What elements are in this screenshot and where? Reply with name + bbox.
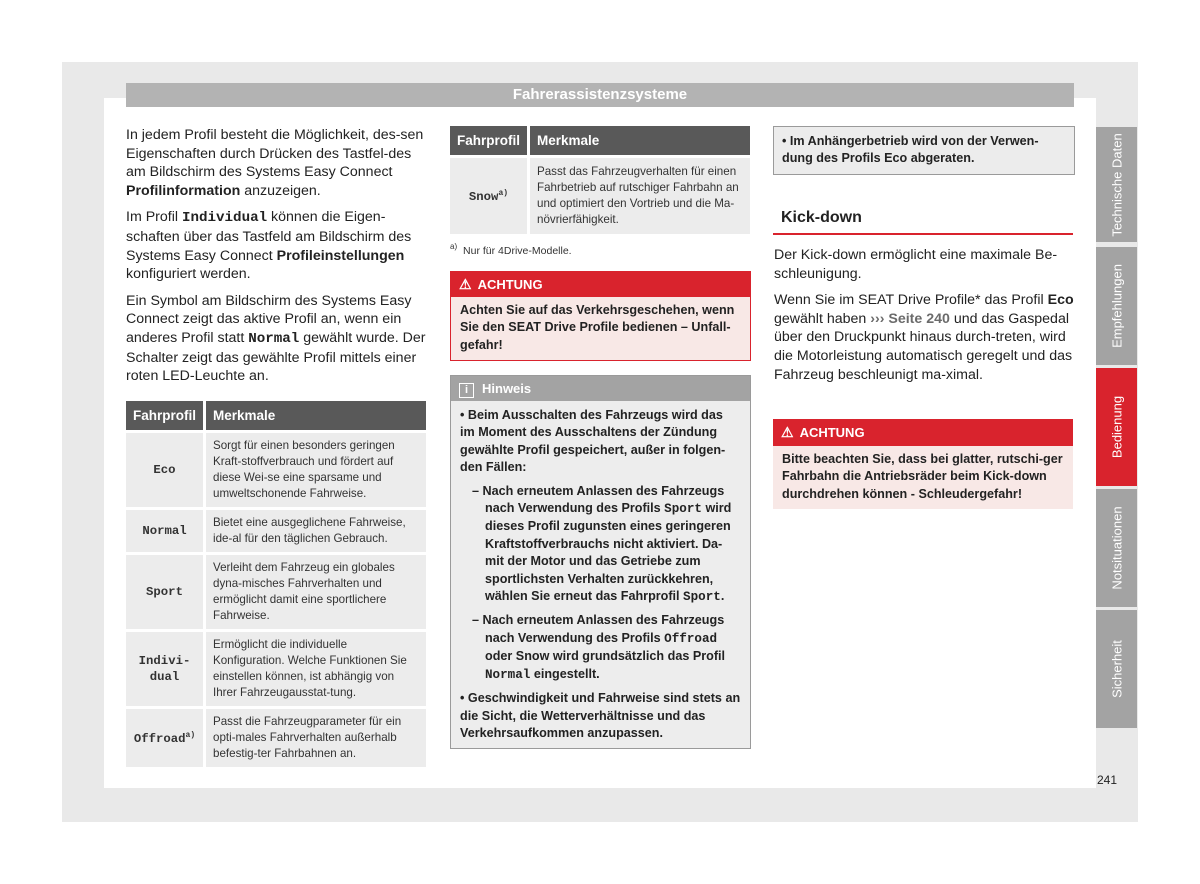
table-row	[126, 709, 426, 767]
warning-box	[773, 419, 1073, 509]
hint-title: Hinweis	[482, 381, 532, 396]
table-row	[126, 510, 426, 552]
profile-table-left	[126, 398, 426, 770]
warning-text: Bitte beachten Sie, dass bei glatter, rutschi-ger Fahrbahn die Antriebsräder beim Kick-down durchdrehen können - Schleudergefahr!	[782, 452, 1063, 501]
paragraph-kickdown: Der Kick-down ermöglicht eine maximale Be-schleunigung.	[774, 247, 1058, 282]
warning-text: Achten Sie auf das Verkehrsgeschehen, wenn Sie den SEAT Drive Profile bedienen – Unfall-gefahr!	[460, 303, 735, 352]
text: konfiguriert werden.	[126, 266, 251, 283]
tab-sicherheit[interactable]	[1096, 610, 1137, 728]
warning-header	[451, 272, 750, 297]
profile-name	[450, 158, 530, 234]
text: Wenn Sie im SEAT Drive Profile* das Profil	[774, 292, 1048, 309]
warning-header	[773, 419, 1073, 446]
tab-label: Bedienung	[1109, 395, 1124, 459]
tab-technische-daten[interactable]	[1096, 127, 1137, 242]
tab-label: Notsituationen	[1109, 506, 1124, 590]
tab-bedienung[interactable]	[1096, 368, 1137, 486]
text: Ein Symbol am Bildschirm des Systems Easy Connect zeigt das aktive Profil an, wenn ein anderes Profil statt	[126, 292, 412, 346]
profile-table-middle	[450, 123, 750, 237]
profile-desc: Ermöglicht die individuelle Konfiguration. Welche Funktionen Sie einstellen können, ist abhängig von Ihrer Fahrzeugausstat-tung.	[206, 632, 426, 706]
footnote-ref: a)	[185, 731, 196, 741]
table-row	[126, 632, 426, 706]
profile-settings-term: Profileinstellungen	[276, 247, 405, 264]
text: – Nach erneutem Anlassen des Fahrzeugs nach Verwendung des Profils	[472, 483, 725, 516]
text: können die Eigen-schaften über das Tastfeld am Bildschirm des Systems Easy Connect	[126, 209, 412, 264]
warning-triangle-icon: ⚠	[781, 424, 794, 440]
text: oder Snow wird grundsätzlich das Profil	[485, 649, 726, 664]
hint-bullet: • Beim Ausschalten des Fahrzeugs wird das im Moment des Ausschaltens der Zündung gewählte Profil gespeichert, außer in folgen-den Fällen:	[460, 408, 726, 475]
table-header-features: Merkmale	[530, 126, 750, 155]
profile-desc: Passt das Fahrzeugverhalten für einen Fahrbetrieb auf rutschiger Fahrbahn an und optimiert den Vortrieb und die Ma-növrierfähigkeit.	[530, 158, 750, 234]
profile-name	[126, 709, 206, 767]
table-header-profile: Fahrprofil	[450, 126, 530, 155]
page-number: 241	[1097, 773, 1118, 787]
paragraph-kickdown-eco	[774, 291, 1074, 384]
hint-body	[451, 401, 750, 748]
hint-dash-item	[460, 612, 741, 684]
text: gewählt haben	[774, 310, 871, 327]
profile-name-text: Offroad	[133, 732, 186, 747]
info-icon: i	[459, 383, 474, 398]
sport-term: Sport	[664, 502, 702, 517]
text: .	[720, 589, 725, 604]
section-title: Kick-down	[773, 203, 1073, 235]
footnote	[450, 242, 572, 257]
profile-name: Sport	[126, 555, 206, 629]
table-header-profile: Fahrprofil	[126, 401, 206, 430]
profile-desc: Passt die Fahrzeugparameter für ein opti-males Fahrverhalten außerhalb befestig-ter Fahrbahnen an.	[206, 709, 426, 767]
text: Im Profil	[126, 209, 182, 226]
profile-info-term: Profilinformation	[126, 182, 241, 199]
text: – Nach erneutem Anlassen des Fahrzeugs nach Verwendung des Profils	[472, 613, 725, 645]
table-header-features: Merkmale	[206, 401, 426, 430]
table-row	[450, 158, 750, 234]
warning-title: ACHTUNG	[477, 277, 543, 292]
page-header: Fahrerassistenzsysteme	[126, 83, 1074, 107]
text: anzuzeigen.	[240, 182, 321, 199]
hint-dash-item	[460, 483, 741, 607]
profile-desc: Verleiht dem Fahrzeug ein globales dyna-misches Fahrverhalten und ermöglicht damit eine sportlichere Fahrweise.	[206, 555, 426, 629]
normal-term: Normal	[248, 330, 300, 347]
profile-name: Eco	[126, 433, 206, 507]
individual-term: Individual	[181, 210, 268, 227]
trailer-note: • Im Anhängerbetrieb wird von der Verwen-dung des Profils Eco abgeraten.	[773, 126, 1075, 175]
warning-title: ACHTUNG	[799, 425, 865, 440]
profile-name: Normal	[126, 510, 206, 552]
text: In jedem Profil besteht die Möglichkeit, des-sen Eigenschaften durch Drücken des Tastfel-des am Bildschirm des Systems Easy Connect	[126, 127, 424, 181]
profile-name: Indivi-dual	[126, 632, 206, 706]
text: eingestellt.	[530, 666, 600, 681]
text: gewählt wurde. Der Schalter zeigt das gewählte Profil mittels einer roten LED-Leuchte an.	[126, 329, 426, 385]
normal-term: Normal	[485, 667, 531, 682]
text: wird dieses Profil zugunsten eines geringeren Kraftstoffverbrauchs nicht aktiviert. Da-mit der Motor und das Getriebe zum sportlichsten Verhalten zurückkehren, wählen Sie erneut das Fahrprofil	[485, 501, 732, 604]
tab-empfehlungen[interactable]	[1096, 247, 1137, 365]
hint-header	[451, 376, 750, 401]
footnote-ref: a)	[498, 189, 509, 199]
footnote-mark: a)	[450, 242, 458, 251]
tab-label: Empfehlungen	[1109, 264, 1124, 348]
warning-box	[450, 271, 751, 361]
text: und das Gaspedal über den Druckpunkt hinaus durch-treten, wird die Motorleistung automatisch geregelt und das Fahrzeug beschleunigt ma-ximal.	[774, 310, 1073, 383]
page-reference-link[interactable]: ››› Seite 240	[870, 310, 950, 327]
tab-label: Technische Daten	[1109, 132, 1124, 237]
footnote-text: Nur für 4Drive-Modelle.	[463, 244, 572, 257]
profile-name-text: Snow	[468, 190, 499, 205]
warning-triangle-icon: ⚠	[459, 276, 472, 292]
paragraph-symbol	[126, 292, 426, 386]
hint-box	[450, 375, 751, 749]
paragraph-profile-info	[126, 126, 426, 200]
eco-term: Eco	[1047, 292, 1074, 309]
offroad-term: Offroad	[664, 631, 718, 646]
paragraph-individual	[126, 208, 426, 283]
left-column	[126, 126, 426, 394]
sport-term: Sport	[683, 590, 721, 605]
profile-desc: Sorgt für einen besonders geringen Kraft-stoffverbrauch und fördert auf diese Wei-se eine sparsame und umweltschonende Fahrweise.	[206, 433, 426, 507]
table-row	[126, 433, 426, 507]
profile-desc: Bietet eine ausgeglichene Fahrweise, ide-al für den täglichen Gebrauch.	[206, 510, 426, 552]
tab-label: Sicherheit	[1109, 640, 1124, 698]
table-row	[126, 555, 426, 629]
tab-notsituationen[interactable]	[1096, 489, 1137, 607]
hint-bullet: • Geschwindigkeit und Fahrweise sind stets an die Sicht, die Wetterverhältnisse und das Verkehrsaufkommen anzupassen.	[460, 691, 741, 740]
right-column	[774, 246, 1074, 392]
